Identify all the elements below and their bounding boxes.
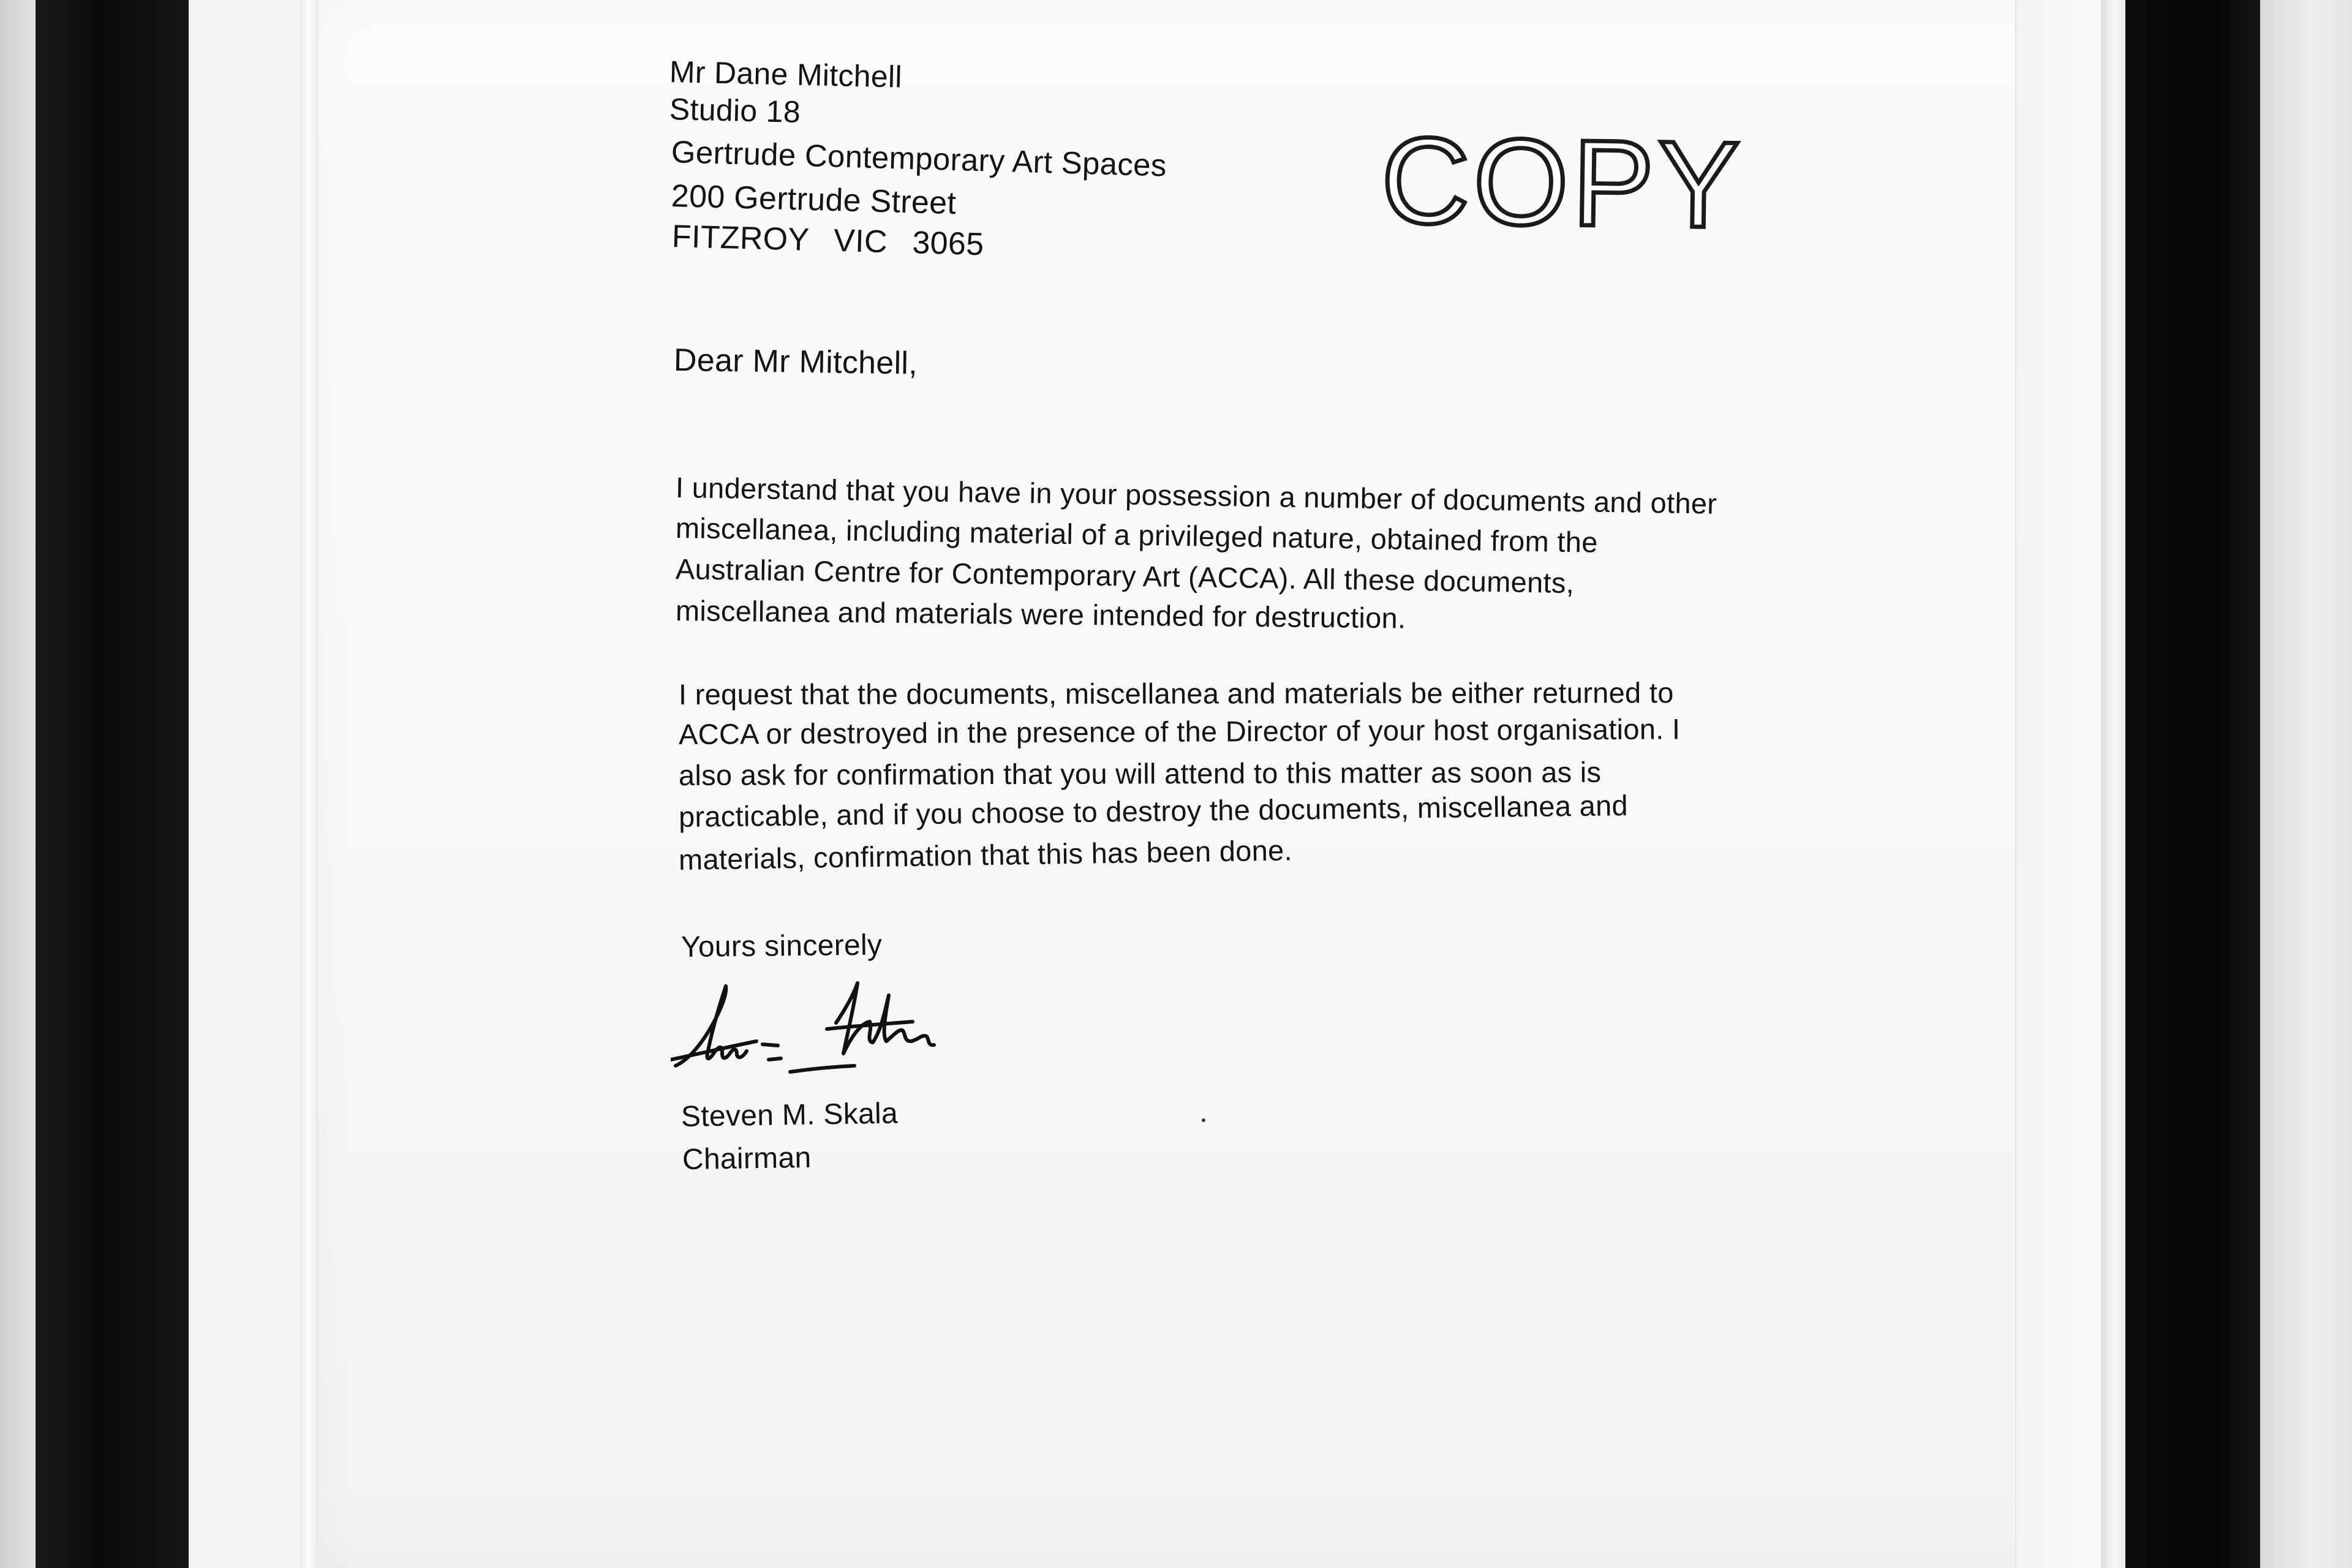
salutation: Dear Mr Mitchell, [673,342,918,382]
signature-image [671,968,977,1090]
ink-speck [1202,1118,1205,1122]
paragraph1-line: I understand that you have in your possession a number of documents and other [675,471,1717,520]
paragraph1-line: miscellanea, including material of a privileged nature, obtained from the [675,511,1599,559]
copy-stamp: COPY [1380,112,1744,254]
address-line-organisation: Gertrude Contemporary Art Spaces [671,134,1167,183]
closing: Yours sincerely [680,929,883,963]
address-line-suburb: FITZROY VIC 3065 [671,219,985,263]
paragraph2-line: ACCA or destroyed in the presence of the Director of your host organisation. I [678,712,1681,750]
signer-title: Chairman [682,1141,812,1176]
signer-name: Steven M. Skala [680,1097,899,1133]
paragraph2-line: materials, confirmation that this has been done. [678,834,1293,876]
paragraph2-line: also ask for confirmation that you will attend to this matter as soon as is [678,755,1602,791]
address-line-studio: Studio 18 [669,92,801,129]
address-line-street: 200 Gertrude Street [671,178,957,222]
address-line-name: Mr Dane Mitchell [669,55,903,94]
paragraph2-line: I request that the documents, miscellanea and materials be either returned to [678,676,1674,710]
paragraph2-line: practicable, and if you choose to destroy the documents, miscellanea and [678,789,1629,833]
paragraph1-line: Australian Centre for Contemporary Art (ACCA). All these documents, [675,552,1575,600]
paragraph1-line: miscellanea and materials were intended for destruction. [675,594,1406,635]
